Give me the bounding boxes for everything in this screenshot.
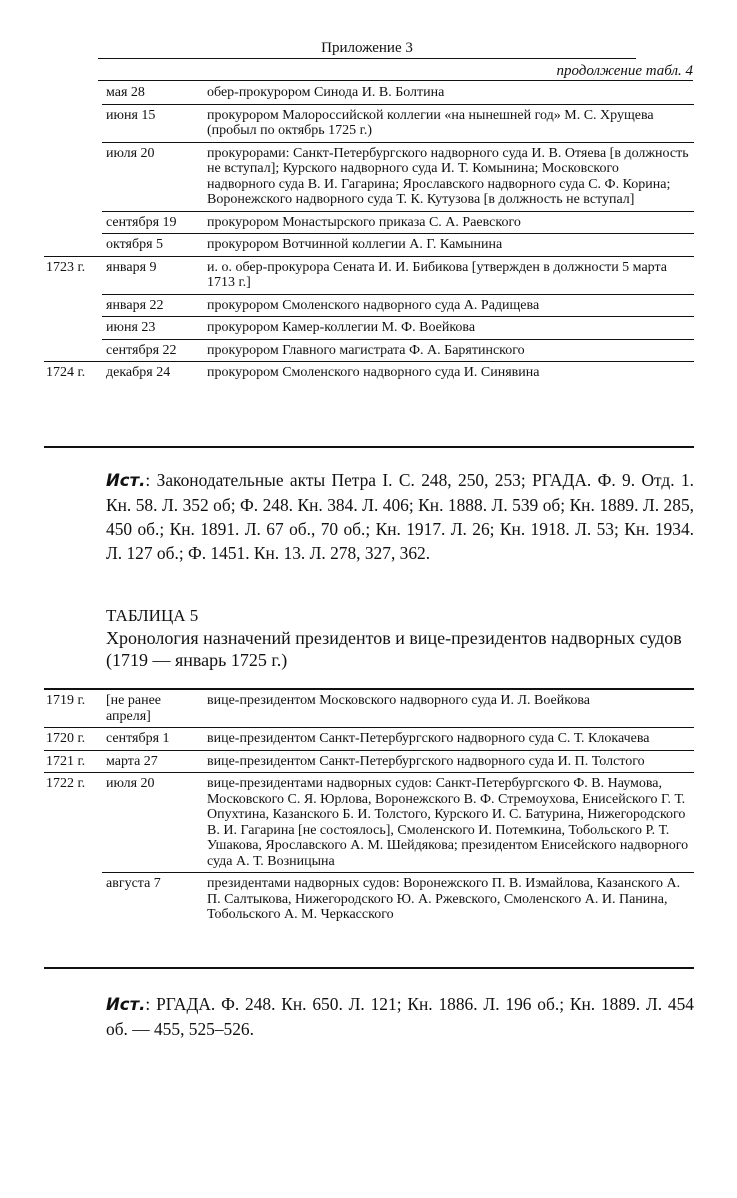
table-5-label: ТАБЛИЦА 5 [106, 606, 199, 625]
table-row [44, 317, 694, 340]
date-cell: [не ранее апреля] [106, 693, 162, 724]
year-cell: 1722 г. [44, 773, 102, 873]
table-row [44, 750, 694, 773]
table-5-source [106, 992, 694, 1041]
year-cell: 1719 г. [46, 693, 86, 708]
text-cell: вице-президентом Санкт-Петербургского надворного суда И. П. Толстого [203, 750, 694, 773]
running-head: Приложение 3 [321, 40, 413, 56]
year-cell [44, 317, 102, 340]
table-row [44, 362, 694, 384]
text-cell: обер-прокурором Синода И. В. Болтина [207, 85, 445, 100]
date-cell: октября 5 [102, 234, 203, 257]
table-row [44, 104, 694, 142]
date-cell: марта 27 [102, 750, 203, 773]
year-cell [44, 294, 102, 317]
text-cell: прокурорами: Санкт-Петербургского надворного суда И. В. Отяева [в должность не вступал]; Курского надворного суда И. Т. Комынина; Московского надворного суда В. И. Гагарина; Ярославского надворного суда С. Ф. Корина; Воронежского надворного суда Т. К. Кутузова [в должность не вступал] [203, 142, 694, 211]
text-cell: прокурором Вотчинной коллегии А. Г. Камынина [203, 234, 694, 257]
date-cell: июля 20 [102, 142, 203, 211]
table-4 [44, 82, 694, 384]
table-row [44, 82, 694, 104]
date-cell: августа 7 [102, 873, 203, 926]
year-cell [44, 339, 102, 362]
date-cell: января 9 [102, 256, 203, 294]
table-4-bottom-rule [44, 446, 694, 448]
header-rule [98, 58, 636, 59]
date-cell: июня 23 [102, 317, 203, 340]
text-cell: прокурором Смоленского надворного суда И. Синявина [203, 362, 694, 384]
table-row [44, 294, 694, 317]
text-cell: прокурором Смоленского надворного суда А. Радищева [203, 294, 694, 317]
text-cell: президентами надворных судов: Воронежского П. В. Измайлова, Казанского А. П. Салтыкова, Нижегородского Ю. А. Ржевского, Смоленского А. И. Панина, Тобольского А. М. Черкасского [203, 873, 694, 926]
year-cell [44, 104, 102, 142]
table-row [44, 728, 694, 751]
text-cell: вице-президентом Санкт-Петербургского надворного суда С. Т. Клокачева [203, 728, 694, 751]
table-5-bottom-rule [44, 967, 694, 969]
text-cell: и. о. обер-прокурора Сената И. И. Бибикова [утвержден в должности 5 марта 1713 г.] [203, 256, 694, 294]
text-cell: вице-президентом Московского надворного суда И. Л. Воейкова [207, 693, 590, 708]
year-cell: 1723 г. [44, 256, 102, 294]
date-cell: сентября 1 [102, 728, 203, 751]
table-5-title: Хронология назначений президентов и вице-президентов надворных судов (1719 — январь 1725 г.) [106, 628, 682, 670]
year-cell [44, 234, 102, 257]
date-cell: декабря 24 [102, 362, 203, 384]
year-cell [44, 142, 102, 211]
source-lead: Ист. [106, 995, 146, 1014]
table-4-source [106, 468, 694, 565]
date-cell: июня 15 [102, 104, 203, 142]
table-row [44, 873, 694, 926]
table-row [44, 690, 694, 728]
continuation-caption: продолжение табл. 4 [556, 63, 693, 79]
table-5-body [44, 690, 694, 926]
table-5 [44, 690, 694, 926]
table-top-rule [98, 80, 693, 81]
text-cell: вице-президентами надворных судов: Санкт-Петербургского Ф. В. Наумова, Московского С. Я. Юрлова, Воронежского В. Ф. Стремоухова, Енисейского Г. Т. Опухтина, Казанского Б. И. Толстого, Курского И. С. Батурина, Нижегородского В. И. Гагарина [не состоялось], Смоленского И. Потемкина, Тобольского Р. Т. Ушакова, Ярославского А. М. Шейдякова; президентом Енисейского надворного суда А. Т. Возницына [203, 773, 694, 873]
table-row [44, 211, 694, 234]
table-row [44, 142, 694, 211]
year-cell: 1724 г. [44, 362, 102, 384]
table-row [44, 773, 694, 873]
table-4-body [44, 82, 694, 384]
year-cell [44, 873, 102, 926]
text-cell: прокурором Главного магистрата Ф. А. Барятинского [203, 339, 694, 362]
year-cell: 1721 г. [44, 750, 102, 773]
table-row [44, 256, 694, 294]
source-lead: Ист. [106, 471, 146, 490]
source-text: : Законодательные акты Петра I. С. 248, 250, 253; РГАДА. Ф. 9. Отд. 1. Кн. 58. Л. 352 об; Ф. 248. Кн. 384. Л. 406; Кн. 1888. Л. 539 об; Кн. 1889. Л. 285, 450 об.; Кн. 1891. Л. 67 об., 70 об.; Кн. 1917. Л. 26; Кн. 1918. Л. 53; Кн. 1934. Л. 127 об.; Ф. 1451. Кн. 13. Л. 278, 327, 362. [106, 470, 694, 563]
text-cell: прокурором Малороссийской коллегии «на нынешней год» М. С. Хрущева (пробыл по октябрь 1725 г.) [203, 104, 694, 142]
table-row [44, 339, 694, 362]
date-cell: января 22 [102, 294, 203, 317]
text-cell: прокурором Монастырского приказа С. А. Раевского [203, 211, 694, 234]
source-text: : РГАДА. Ф. 248. Кн. 650. Л. 121; Кн. 1886. Л. 196 об.; Кн. 1889. Л. 454 об. — 455, 525–526. [106, 994, 694, 1039]
year-cell [44, 211, 102, 234]
date-cell: мая 28 [106, 85, 145, 100]
table-row [44, 234, 694, 257]
year-cell [44, 82, 102, 104]
date-cell: сентября 22 [102, 339, 203, 362]
year-cell: 1720 г. [44, 728, 102, 751]
date-cell: сентября 19 [102, 211, 203, 234]
date-cell: июля 20 [102, 773, 203, 873]
text-cell: прокурором Камер-коллегии М. Ф. Воейкова [203, 317, 694, 340]
